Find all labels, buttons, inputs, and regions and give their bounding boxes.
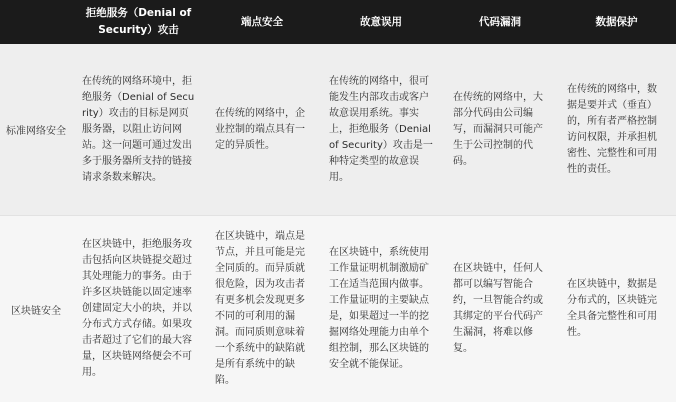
row-label-standard-security: 标准网络安全 — [0, 44, 72, 215]
table-cell: 在区块链中，拒绝服务攻击包括向区块链提交超过其处理能力的事务。由于许多区块链能以固定速率创建固定大小的块，并以分布式方式存储。如果攻击者超过了它们的最大容量，区块链网络便会不可用。 — [72, 215, 205, 402]
table-cell: 在区块链中，任何人都可以编写智能合约，一旦智能合约或其绑定的平台代码产生漏洞，将难以修复。 — [443, 215, 557, 402]
table-cell: 在区块链中，系统使用工作量证明机制激励矿工在适当范围内做事。工作量证明的主要缺点是，如果超过一半的挖掘网络处理能力由单个组控制，那么区块链的安全就不能保证。 — [319, 215, 443, 402]
header-data-protection: 数据保护 — [557, 0, 676, 44]
table-cell: 在传统的网络中，很可能发生内部攻击或客户故意误用系统。事实上，拒绝服务（Denial of Security）攻击是一种特定类型的故意误用。 — [319, 44, 443, 215]
row-label-blockchain-security: 区块链安全 — [0, 215, 72, 402]
header-corner — [0, 0, 72, 44]
table-cell: 在区块链中，数据是分布式的，区块链完全具备完整性和可用性。 — [557, 215, 676, 402]
table-cell: 在传统的网络中，大部分代码由公司编写，而漏洞只可能产生于公司控制的代码。 — [443, 44, 557, 215]
table-cell: 在传统的网络中，数据是要并式（垂直）的，所有者严格控制访问权限，并承担机密性、完整性和可用性的责任。 — [557, 44, 676, 215]
header-code-vulnerability: 代码漏洞 — [443, 0, 557, 44]
table-cell: 在传统的网络环境中，拒绝服务（Denial of Security）攻击的目标是网页服务器，以阻止访问网站。这一问题可通过发出多于服务器所支持的链接请求条数来解决。 — [72, 44, 205, 215]
header-intentional-misuse: 故意误用 — [319, 0, 443, 44]
table-cell: 在传统的网络中，企业控制的端点具有一定的异质性。 — [205, 44, 319, 215]
table-cell: 在区块链中，端点是节点，并且可能是完全同质的。而异质就很危险，因为攻击者有更多机会发现更多不同的可利用的漏洞。而同质则意味着一个系统中的缺陷就是所有系统中的缺陷。 — [205, 215, 319, 402]
header-endpoint-security: 端点安全 — [205, 0, 319, 44]
header-dos-attack: 拒绝服务（Denial of Security）攻击 — [72, 0, 205, 44]
